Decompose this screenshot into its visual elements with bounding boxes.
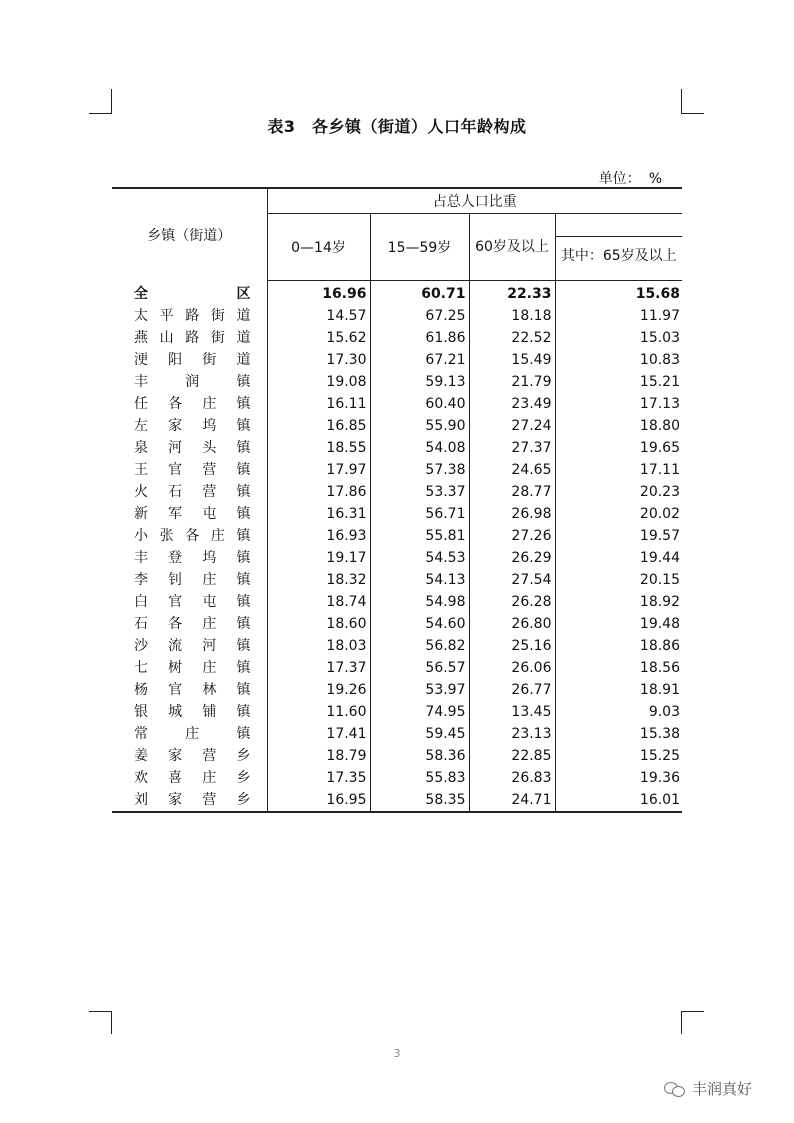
township-name: [112, 415, 267, 437]
header-share-of-total: 占总人口比重: [267, 188, 682, 214]
value-age-65-plus: 16.01: [639, 792, 680, 808]
value-age-65-plus: 19.65: [639, 440, 680, 456]
township-name: [112, 349, 267, 371]
table-row: [112, 701, 682, 723]
township-name-char: 乡: [236, 748, 251, 764]
value-age-65-plus: 15.68: [635, 286, 680, 302]
township-name-char: 石: [168, 484, 183, 500]
value-age-60-plus: 15.49: [469, 349, 555, 371]
value-age-60-plus: 27.26: [469, 525, 555, 547]
value-age-65-plus: 18.80: [639, 418, 680, 434]
township-name-char: 家: [168, 748, 183, 764]
table-row: [112, 767, 682, 789]
township-name-char: 庄: [202, 616, 217, 632]
township-name: [112, 281, 267, 306]
township-name-char: 头: [202, 440, 217, 456]
table-row: [112, 459, 682, 481]
crop-mark-bottom-left: [89, 1011, 112, 1034]
value-age-60-plus: 23.13: [469, 723, 555, 745]
township-name-char: 屯: [202, 506, 217, 522]
value-age-65-plus: 18.86: [639, 638, 680, 654]
age-structure-table: [112, 187, 682, 813]
value-age-60-plus: 26.29: [469, 547, 555, 569]
header-age-15-59: 15—59岁: [370, 214, 469, 281]
header-age-65-plus: 其中：65岁及以上: [560, 248, 677, 264]
value-age-15-59: 57.38: [370, 459, 469, 481]
value-age-0-14: 18.03: [267, 635, 370, 657]
township-name-char: 家: [168, 418, 183, 434]
township-name-char: 庄: [202, 572, 217, 588]
township-name-char: 各: [168, 616, 183, 632]
township-name-char: 庄: [202, 660, 217, 676]
table-row: [112, 635, 682, 657]
table-row: [112, 723, 682, 745]
township-name-char: 全: [134, 285, 148, 302]
value-age-0-14: 15.62: [267, 327, 370, 349]
value-age-0-14: 18.32: [267, 569, 370, 591]
value-age-65-plus: 20.02: [639, 506, 680, 522]
header-age-0-14: 0—14岁: [267, 214, 370, 281]
value-age-65-plus: 9.03: [648, 704, 680, 720]
value-age-0-14: 16.96: [267, 281, 370, 306]
header-age-60-plus: 60岁及以上: [469, 214, 555, 281]
township-name-char: 街: [210, 308, 225, 324]
township-name-char: 家: [168, 792, 183, 808]
township-name-char: 王: [134, 462, 148, 478]
value-age-60-plus: 22.85: [469, 745, 555, 767]
township-name: [112, 701, 267, 723]
township-name-char: 阳: [168, 352, 183, 368]
value-age-0-14: 18.79: [267, 745, 370, 767]
township-name: [112, 481, 267, 503]
township-name: [112, 789, 267, 812]
value-age-0-14: 19.17: [267, 547, 370, 569]
value-age-60-plus: 26.28: [469, 591, 555, 613]
township-name: [112, 657, 267, 679]
value-age-0-14: 18.60: [267, 613, 370, 635]
table-row: [112, 503, 682, 525]
township-name-char: 杨: [134, 682, 148, 698]
table-row: [112, 591, 682, 613]
value-age-15-59: 58.36: [370, 745, 469, 767]
value-age-15-59: 59.13: [370, 371, 469, 393]
value-age-0-14: 19.08: [267, 371, 370, 393]
township-name-char: 营: [202, 484, 217, 500]
township-name-char: 镇: [236, 660, 251, 676]
value-age-15-59: 60.40: [370, 393, 469, 415]
value-age-60-plus: 27.24: [469, 415, 555, 437]
township-name-char: 李: [134, 572, 148, 588]
value-age-65-plus: 15.03: [639, 330, 680, 346]
township-name: [112, 679, 267, 701]
township-name-char: 镇: [236, 374, 251, 390]
value-age-15-59: 54.98: [370, 591, 469, 613]
township-name-char: 乡: [236, 792, 251, 808]
township-name-char: 新: [134, 506, 148, 522]
township-name-char: 镇: [236, 506, 251, 522]
township-name-char: 镇: [236, 484, 251, 500]
township-name-char: 庄: [210, 528, 225, 544]
township-name-char: 道: [236, 352, 251, 368]
table-row: [112, 569, 682, 591]
value-age-15-59: 61.86: [370, 327, 469, 349]
township-name-char: 山: [159, 330, 174, 346]
township-name-char: 欢: [134, 770, 148, 786]
value-age-65-plus: 18.91: [639, 682, 680, 698]
value-age-15-59: 54.60: [370, 613, 469, 635]
value-age-65-plus: 19.36: [639, 770, 680, 786]
township-name-char: 庄: [202, 770, 217, 786]
table-body: [112, 281, 682, 813]
value-age-0-14: 11.60: [267, 701, 370, 723]
township-name: [112, 591, 267, 613]
township-name-char: 喜: [168, 770, 183, 786]
table-row: [112, 481, 682, 503]
township-name-char: 镇: [236, 638, 251, 654]
township-name-char: 流: [168, 638, 183, 654]
township-name-char: 镇: [236, 616, 251, 632]
value-age-0-14: 19.26: [267, 679, 370, 701]
value-age-60-plus: 21.79: [469, 371, 555, 393]
township-name-char: 镇: [236, 396, 251, 412]
unit-value: %: [648, 171, 662, 187]
value-age-65-plus: 18.92: [639, 594, 680, 610]
value-age-0-14: 17.86: [267, 481, 370, 503]
township-name: [112, 723, 267, 745]
value-age-15-59: 74.95: [370, 701, 469, 723]
value-age-0-14: 17.35: [267, 767, 370, 789]
value-age-15-59: 60.71: [370, 281, 469, 306]
township-name-char: 镇: [236, 682, 251, 698]
value-age-65-plus: 11.97: [639, 308, 680, 324]
township-name-char: 常: [134, 726, 148, 742]
value-age-65-plus: 15.38: [639, 726, 680, 742]
township-name-char: 沙: [134, 638, 148, 654]
township-name-char: 泉: [134, 440, 148, 456]
township-name-char: 镇: [236, 462, 251, 478]
township-name-char: 官: [168, 682, 183, 698]
township-name: [112, 327, 267, 349]
header-township: 乡镇（街道）: [112, 188, 267, 281]
value-age-65-plus: 20.15: [639, 572, 680, 588]
township-name-char: 张: [159, 528, 174, 544]
township-name-char: 路: [185, 308, 200, 324]
value-age-65-plus: 10.83: [639, 352, 680, 368]
township-name: [112, 569, 267, 591]
township-name-char: 坞: [202, 550, 217, 566]
township-name-char: 各: [168, 396, 183, 412]
township-name: [112, 767, 267, 789]
township-name-char: 屯: [202, 594, 217, 610]
value-age-65-plus: 19.57: [639, 528, 680, 544]
page-number: 3: [393, 1047, 401, 1060]
township-name-char: 官: [168, 462, 183, 478]
township-name: [112, 437, 267, 459]
unit-label: [599, 168, 662, 188]
table-row: [112, 547, 682, 569]
township-name-char: 城: [168, 704, 183, 720]
table-row: [112, 371, 682, 393]
value-age-0-14: 16.93: [267, 525, 370, 547]
watermark: [664, 1078, 752, 1099]
township-name: [112, 459, 267, 481]
township-name-char: 燕: [134, 330, 148, 346]
township-name-char: 铺: [202, 704, 217, 720]
value-age-0-14: 18.74: [267, 591, 370, 613]
unit-label-text: 单位：: [598, 171, 641, 187]
table-row-total: [112, 281, 682, 306]
township-name-char: 树: [168, 660, 183, 676]
township-name: [112, 371, 267, 393]
township-name-char: 街: [210, 330, 225, 346]
township-name-char: 庄: [202, 396, 217, 412]
value-age-60-plus: 27.37: [469, 437, 555, 459]
township-name-char: 平: [159, 308, 174, 324]
township-name-char: 道: [236, 308, 251, 324]
township-name-char: 白: [134, 594, 148, 610]
value-age-65-plus: 20.23: [639, 484, 680, 500]
value-age-60-plus: 24.65: [469, 459, 555, 481]
table-row: [112, 789, 682, 812]
value-age-15-59: 67.25: [370, 305, 469, 327]
crop-mark-top-right: [681, 89, 704, 114]
township-name-char: 石: [134, 616, 148, 632]
township-name-char: 小: [134, 528, 148, 544]
table-row: [112, 613, 682, 635]
crop-mark-top-left: [89, 89, 112, 114]
township-name-char: 浭: [134, 352, 148, 368]
value-age-0-14: 16.11: [267, 393, 370, 415]
value-age-60-plus: 25.16: [469, 635, 555, 657]
value-age-60-plus: 24.71: [469, 789, 555, 812]
value-age-60-plus: 22.33: [469, 281, 555, 306]
township-name-char: 镇: [236, 594, 251, 610]
value-age-15-59: 56.82: [370, 635, 469, 657]
township-name-char: 钊: [168, 572, 183, 588]
value-age-0-14: 17.30: [267, 349, 370, 371]
value-age-0-14: 17.37: [267, 657, 370, 679]
value-age-60-plus: 26.83: [469, 767, 555, 789]
township-name-char: 镇: [236, 550, 251, 566]
township-name-char: 路: [185, 330, 200, 346]
value-age-0-14: 16.85: [267, 415, 370, 437]
township-name-char: 庄: [185, 726, 200, 742]
township-name: [112, 393, 267, 415]
header-sub-divider: [556, 236, 683, 237]
value-age-0-14: 16.95: [267, 789, 370, 812]
value-age-65-plus: 15.21: [639, 374, 680, 390]
township-name-char: 营: [202, 792, 217, 808]
value-age-60-plus: 26.06: [469, 657, 555, 679]
value-age-65-plus: 19.44: [639, 550, 680, 566]
township-name-char: 镇: [236, 572, 251, 588]
value-age-65-plus: 15.25: [639, 748, 680, 764]
township-name-char: 任: [134, 396, 148, 412]
crop-mark-bottom-right: [681, 1011, 704, 1034]
table-row: [112, 525, 682, 547]
value-age-15-59: 53.37: [370, 481, 469, 503]
township-name-char: 太: [134, 308, 148, 324]
township-name-char: 镇: [236, 528, 251, 544]
value-age-60-plus: 26.80: [469, 613, 555, 635]
township-name-char: 各: [185, 528, 200, 544]
value-age-15-59: 67.21: [370, 349, 469, 371]
table-row: [112, 437, 682, 459]
township-name-char: 润: [185, 374, 200, 390]
value-age-0-14: 17.97: [267, 459, 370, 481]
value-age-15-59: 53.97: [370, 679, 469, 701]
value-age-60-plus: 23.49: [469, 393, 555, 415]
value-age-15-59: 55.81: [370, 525, 469, 547]
value-age-60-plus: 26.77: [469, 679, 555, 701]
township-name-char: 镇: [236, 440, 251, 456]
value-age-60-plus: 26.98: [469, 503, 555, 525]
value-age-60-plus: 13.45: [469, 701, 555, 723]
value-age-60-plus: 22.52: [469, 327, 555, 349]
township-name-char: 河: [202, 638, 217, 654]
township-name-char: 镇: [236, 704, 251, 720]
table-row: [112, 415, 682, 437]
table-row: [112, 327, 682, 349]
value-age-60-plus: 18.18: [469, 305, 555, 327]
table-row: [112, 305, 682, 327]
value-age-15-59: 59.45: [370, 723, 469, 745]
township-name: [112, 635, 267, 657]
value-age-15-59: 56.57: [370, 657, 469, 679]
wechat-icon: [664, 1081, 686, 1097]
value-age-65-plus: 18.56: [639, 660, 680, 676]
township-name-char: 区: [236, 285, 251, 302]
township-name-char: 左: [134, 418, 148, 434]
value-age-15-59: 55.90: [370, 415, 469, 437]
township-name-char: 镇: [236, 418, 251, 434]
table-row: [112, 679, 682, 701]
value-age-0-14: 18.55: [267, 437, 370, 459]
value-age-15-59: 54.13: [370, 569, 469, 591]
township-name-char: 乡: [236, 770, 251, 786]
page-title: 表3 各乡镇（街道）人口年龄构成: [267, 117, 527, 136]
township-name-char: 七: [134, 660, 148, 676]
township-name-char: 银: [134, 704, 148, 720]
township-name: [112, 547, 267, 569]
value-age-15-59: 54.08: [370, 437, 469, 459]
township-name: [112, 613, 267, 635]
value-age-65-plus: 17.13: [639, 396, 680, 412]
table-row: [112, 657, 682, 679]
township-name-char: 刘: [134, 792, 148, 808]
township-name-char: 军: [168, 506, 183, 522]
township-name-char: 丰: [134, 374, 148, 390]
watermark-text: 丰润真好: [692, 1080, 753, 1098]
township-name: [112, 305, 267, 327]
township-name-char: 坞: [202, 418, 217, 434]
township-name-char: 林: [202, 682, 217, 698]
table-row: [112, 393, 682, 415]
township-name-char: 镇: [236, 726, 251, 742]
value-age-0-14: 14.57: [267, 305, 370, 327]
township-name-char: 营: [202, 748, 217, 764]
table-row: [112, 745, 682, 767]
value-age-15-59: 56.71: [370, 503, 469, 525]
township-name-char: 登: [168, 550, 183, 566]
value-age-0-14: 16.31: [267, 503, 370, 525]
header-age-65-plus-cell: [555, 214, 682, 281]
township-name-char: 河: [168, 440, 183, 456]
township-name: [112, 503, 267, 525]
value-age-15-59: 55.83: [370, 767, 469, 789]
township-name: [112, 745, 267, 767]
township-name-char: 道: [236, 330, 251, 346]
township-name-char: 街: [202, 352, 217, 368]
township-name-char: 姜: [134, 748, 148, 764]
township-name: [112, 525, 267, 547]
value-age-60-plus: 28.77: [469, 481, 555, 503]
table-row: [112, 349, 682, 371]
township-name-char: 营: [202, 462, 217, 478]
value-age-15-59: 54.53: [370, 547, 469, 569]
value-age-65-plus: 17.11: [639, 462, 680, 478]
township-name-char: 官: [168, 594, 183, 610]
value-age-65-plus: 19.48: [639, 616, 680, 632]
value-age-15-59: 58.35: [370, 789, 469, 812]
value-age-0-14: 17.41: [267, 723, 370, 745]
value-age-60-plus: 27.54: [469, 569, 555, 591]
township-name-char: 火: [134, 484, 148, 500]
township-name-char: 丰: [134, 550, 148, 566]
